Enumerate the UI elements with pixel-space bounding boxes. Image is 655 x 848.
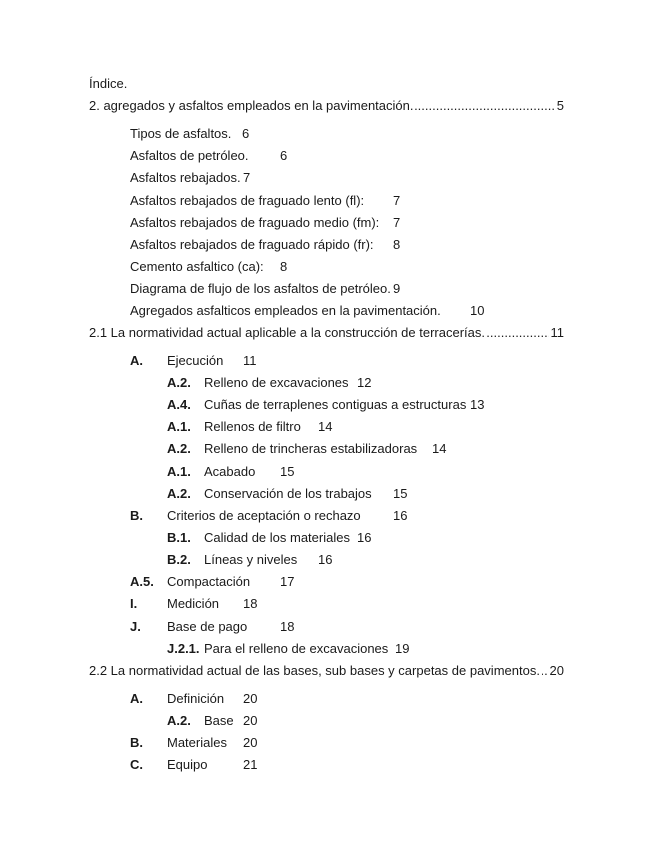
toc-section-page: 5 (556, 98, 564, 113)
toc-entry-label: C. (130, 757, 143, 772)
toc-entry-text[interactable]: Cuñas de terraplenes contiguas a estructuras (204, 397, 467, 412)
toc-entry-text[interactable]: Base (204, 713, 234, 728)
toc-entry-label: A.2. (167, 713, 191, 728)
toc-entry-page: 6 (280, 148, 288, 163)
toc-entry-page: 20 (243, 735, 258, 750)
toc-entry-label: J.2.1. (167, 641, 200, 656)
toc-entry-text[interactable]: Relleno de trincheras estabilizadoras (204, 441, 418, 456)
toc-entry-page: 8 (393, 237, 401, 252)
toc-entry-page: 14 (318, 419, 333, 434)
toc-entry-page: 16 (357, 530, 372, 545)
toc-entry-text[interactable]: Asfaltos de petróleo. (130, 148, 249, 163)
toc-entry-page: 15 (393, 486, 408, 501)
toc-section-title: 2.1 La normatividad actual aplicable a la construcción de terracerías. (89, 325, 485, 340)
toc-entry-text[interactable]: Medición (167, 596, 220, 611)
toc-entry-page: 17 (280, 574, 295, 589)
toc-entry-page: 11 (243, 353, 257, 368)
toc-entry-text[interactable]: Base de pago (167, 619, 248, 634)
toc-entry-page: 15 (280, 464, 295, 479)
toc-entry-page: 7 (393, 193, 401, 208)
toc-entry-page: 6 (242, 126, 250, 141)
toc-entry-page: 7 (243, 170, 251, 185)
toc-entry-page: 14 (432, 441, 447, 456)
toc-entry-page: 7 (393, 215, 401, 230)
toc-entry-page: 20 (243, 713, 258, 728)
toc-section-title: 2.2 La normatividad actual de las bases, sub bases y carpetas de pavimentos. (89, 663, 540, 678)
toc-entry-label: A.2. (167, 375, 191, 390)
toc-entry-text[interactable]: Tipos de asfaltos. (130, 126, 232, 141)
index-title: Índice. (89, 76, 128, 91)
toc-entry-text[interactable]: Asfaltos rebajados de fraguado medio (fm): (130, 215, 380, 230)
toc-entry-label: I. (130, 596, 138, 611)
toc-entry-text[interactable]: Asfaltos rebajados. (130, 170, 241, 185)
toc-entry-text[interactable]: Materiales (167, 735, 227, 750)
toc-section-heading[interactable] (89, 663, 564, 679)
toc-entry-text[interactable]: Rellenos de filtro (204, 419, 301, 434)
toc-entry-label: B.2. (167, 552, 191, 567)
toc-entry-text[interactable]: Líneas y niveles (204, 552, 298, 567)
toc-entry-page: 20 (243, 691, 258, 706)
toc-entry-page: 10 (470, 303, 485, 318)
toc-entry-text[interactable]: Acabado (204, 464, 256, 479)
toc-entry-label: B.1. (167, 530, 191, 545)
toc-entry-page: 13 (470, 397, 485, 412)
toc-entry-text[interactable]: Equipo (167, 757, 208, 772)
toc-entry-text[interactable]: Definición (167, 691, 225, 706)
toc-entry-text[interactable]: Conservación de los trabajos (204, 486, 372, 501)
toc-entry-text[interactable]: Asfaltos rebajados de fraguado lento (fl): (130, 193, 365, 208)
toc-section-page: 11 (550, 325, 564, 340)
toc-entry-label: A.5. (130, 574, 154, 589)
toc-entry-page: 21 (243, 757, 258, 772)
toc-entry-page: 9 (393, 281, 401, 296)
toc-entry-label: B. (130, 735, 143, 750)
toc-entry-page: 16 (393, 508, 408, 523)
toc-section-heading[interactable] (89, 325, 564, 341)
toc-entry-label: B. (130, 508, 143, 523)
toc-entry-text[interactable]: Relleno de excavaciones (204, 375, 349, 390)
toc-section-heading[interactable] (89, 98, 564, 114)
toc-entry-text[interactable]: Compactación (167, 574, 251, 589)
toc-entry-label: A.2. (167, 441, 191, 456)
toc-entry-page: 19 (395, 641, 410, 656)
toc-entry-label: A. (130, 691, 143, 706)
toc-entry-text[interactable]: Asfaltos rebajados de fraguado rápido (fr): (130, 237, 374, 252)
toc-entry-page: 8 (280, 259, 288, 274)
toc-entry-label: A.4. (167, 397, 191, 412)
toc-entry-text[interactable]: Para el relleno de excavaciones (204, 641, 389, 656)
toc-section-page: 20 (549, 663, 564, 678)
toc-entry-page: 16 (318, 552, 333, 567)
toc-entry-label: A. (130, 353, 143, 368)
toc-entry-label: A.1. (167, 419, 191, 434)
toc-entry-label: J. (130, 619, 141, 634)
toc-entry-text[interactable]: Calidad de los materiales (204, 530, 350, 545)
toc-section-title: 2. agregados y asfaltos empleados en la pavimentación. (89, 98, 414, 113)
toc-entry-text[interactable]: Ejecución (167, 353, 224, 368)
toc-entry-text[interactable]: Agregados asfalticos empleados en la pavimentación. (130, 303, 441, 318)
toc-entry-text[interactable]: Diagrama de flujo de los asfaltos de petróleo. (130, 281, 391, 296)
toc-entry-page: 18 (280, 619, 295, 634)
toc-entry-page: 18 (243, 596, 258, 611)
toc-entry-text[interactable]: Criterios de aceptación o rechazo (167, 508, 361, 523)
toc-entry-text[interactable]: Cemento asfaltico (ca): (130, 259, 264, 274)
toc-entry-label: A.1. (167, 464, 191, 479)
toc-entry-label: A.2. (167, 486, 191, 501)
toc-entry-page: 12 (357, 375, 372, 390)
